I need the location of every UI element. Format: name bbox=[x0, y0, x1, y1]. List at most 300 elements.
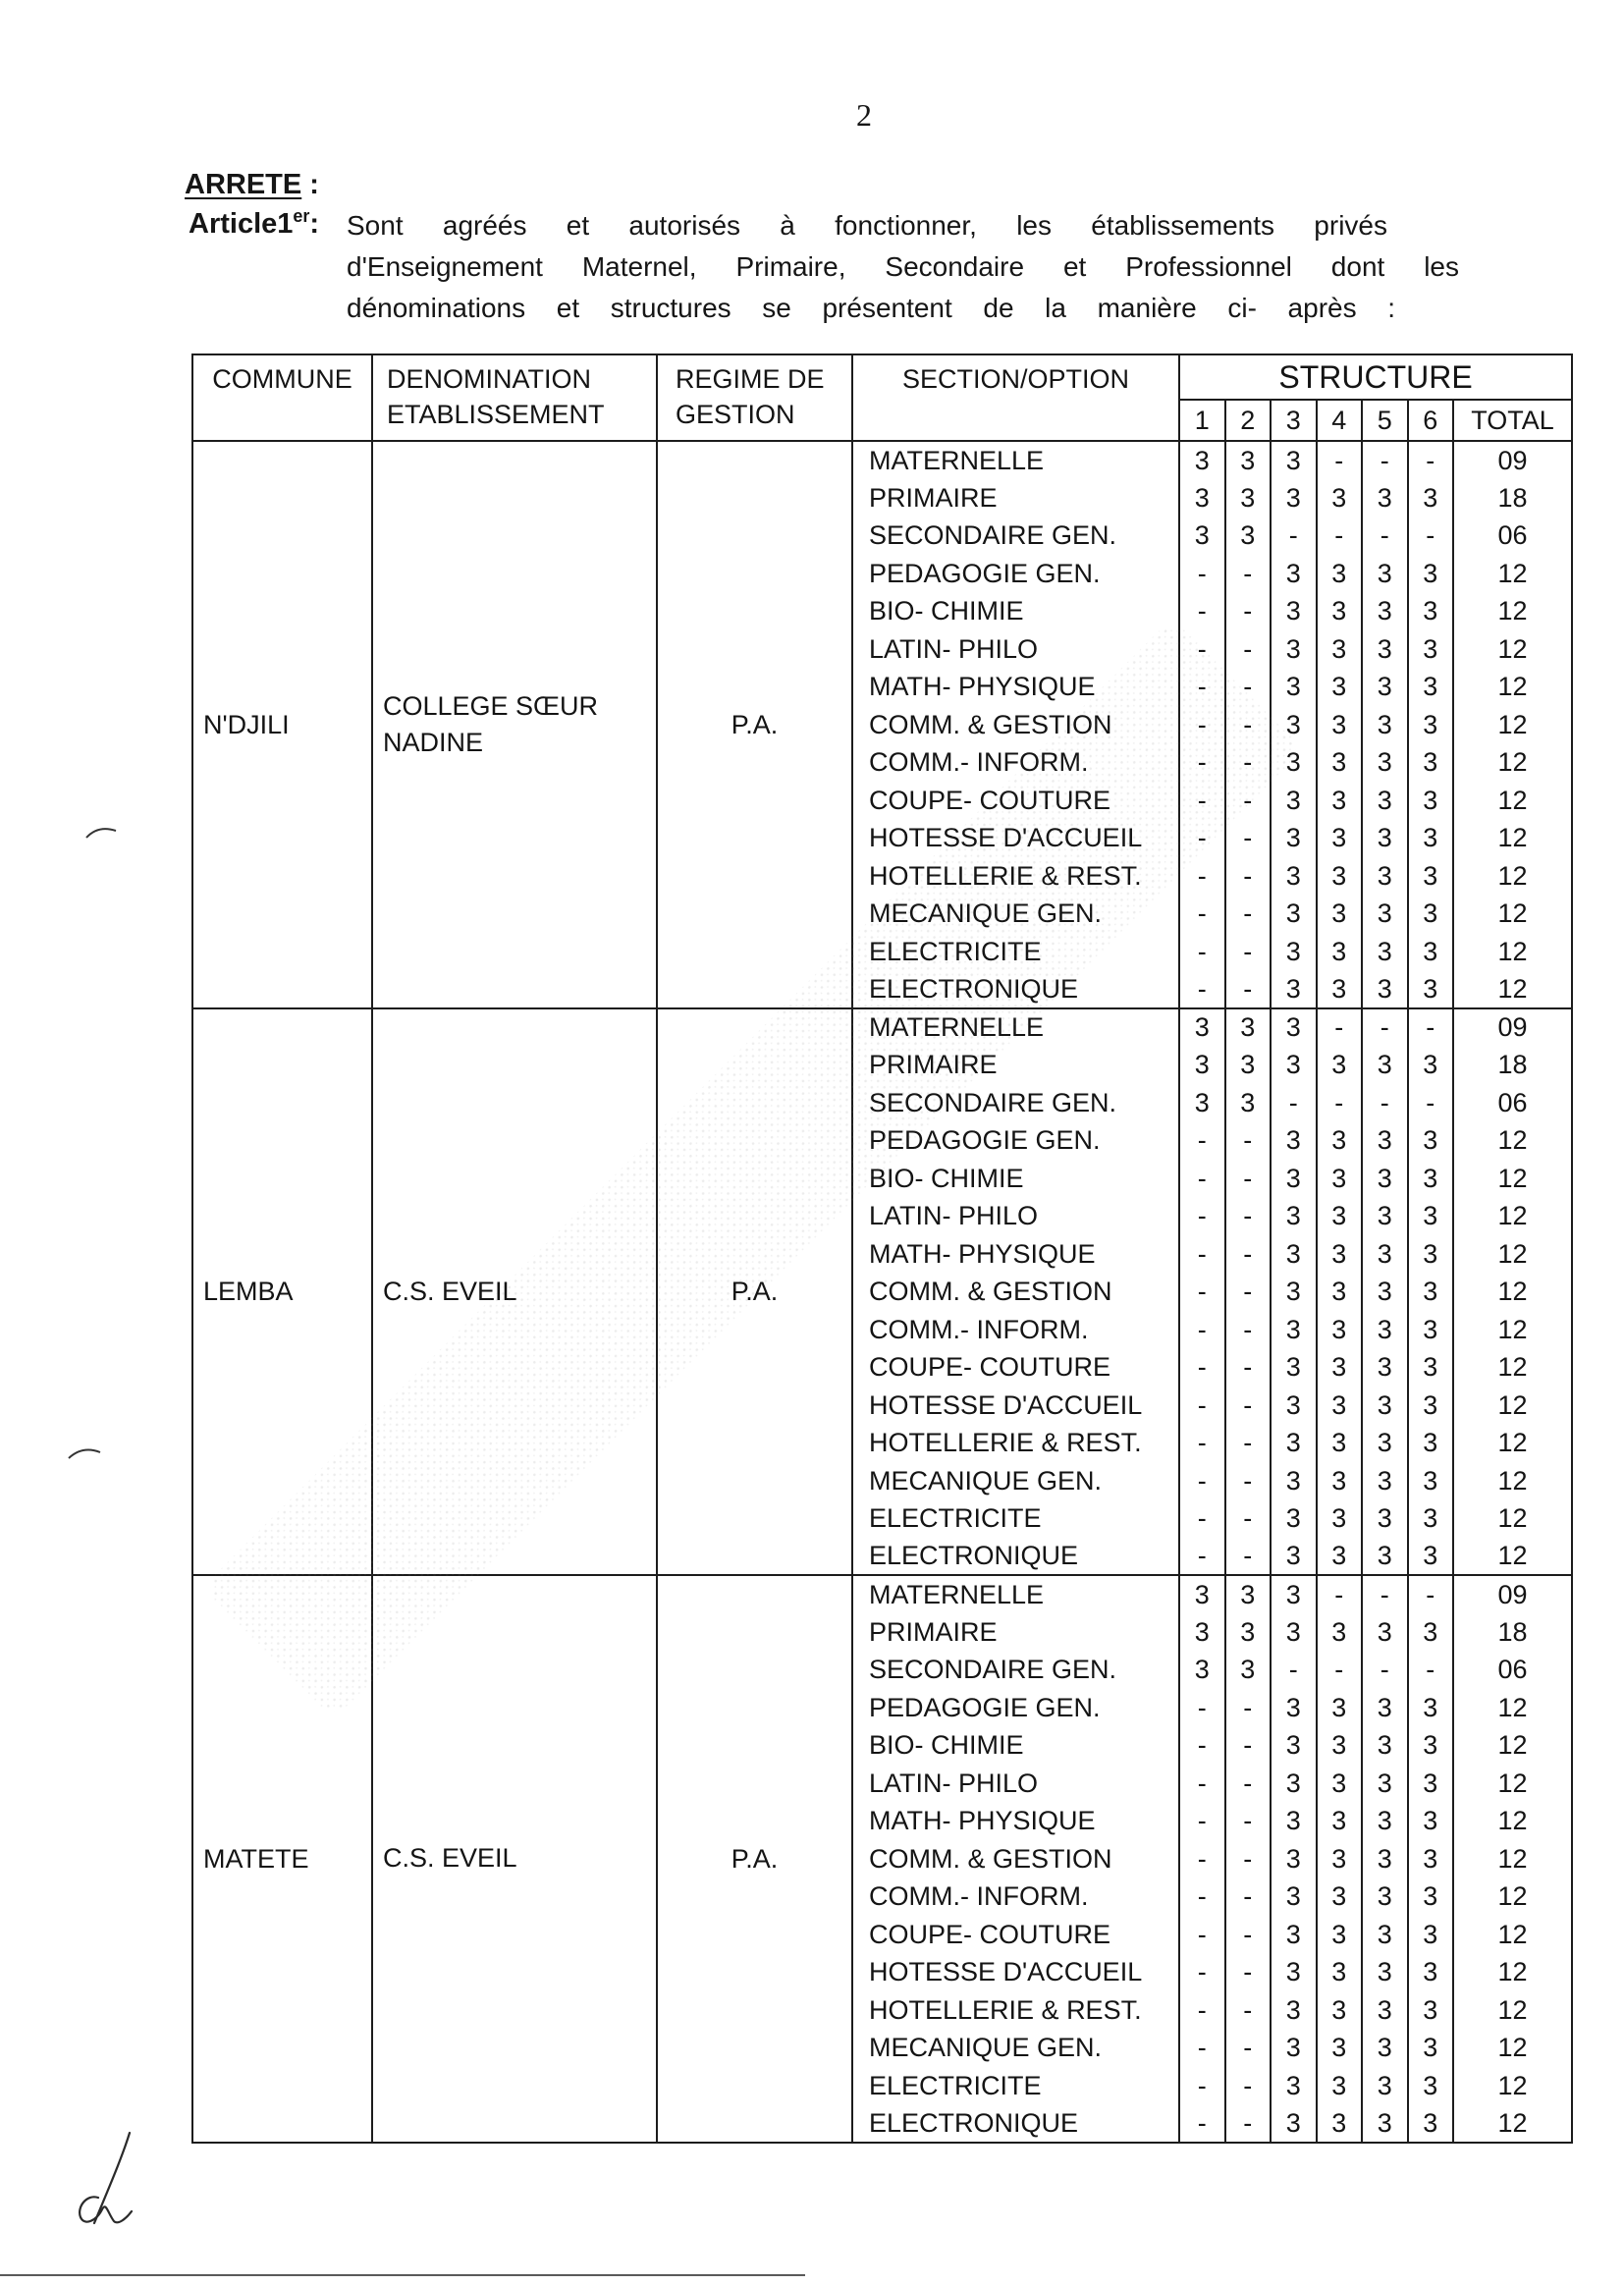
level-6-cell: 3 bbox=[1408, 1121, 1454, 1160]
level-5-cell: - bbox=[1362, 1084, 1408, 1122]
level-2-cell: 3 bbox=[1225, 517, 1272, 555]
level-3-cell: 3 bbox=[1271, 1765, 1317, 1803]
level-5-cell: 3 bbox=[1362, 1877, 1408, 1916]
level-5-cell: 3 bbox=[1362, 857, 1408, 896]
level-6-cell: 3 bbox=[1408, 1765, 1454, 1803]
level-6-cell: 3 bbox=[1408, 1726, 1454, 1765]
level-1-cell: - bbox=[1179, 668, 1225, 706]
level-2-cell: - bbox=[1225, 555, 1272, 593]
level-4-cell: 3 bbox=[1317, 857, 1363, 896]
level-3-cell: 3 bbox=[1271, 2104, 1317, 2143]
level-5-cell: 3 bbox=[1362, 630, 1408, 669]
level-5-cell: - bbox=[1362, 441, 1408, 479]
level-5-cell: 3 bbox=[1362, 1765, 1408, 1803]
section-option-cell: LATIN- PHILO bbox=[852, 1765, 1179, 1803]
level-6-cell: 3 bbox=[1408, 933, 1454, 971]
level-2-cell: - bbox=[1225, 970, 1272, 1008]
level-1-cell: - bbox=[1179, 630, 1225, 669]
level-4-cell: - bbox=[1317, 1575, 1363, 1613]
total-cell: 06 bbox=[1453, 1651, 1572, 1689]
section-option-cell: ELECTRONIQUE bbox=[852, 970, 1179, 1008]
section-option-cell: COMM. & GESTION bbox=[852, 1273, 1179, 1311]
section-option-cell: ELECTRONIQUE bbox=[852, 1538, 1179, 1576]
level-5-cell: - bbox=[1362, 1575, 1408, 1613]
total-cell: 12 bbox=[1453, 782, 1572, 820]
level-2-cell: 3 bbox=[1225, 1651, 1272, 1689]
level-4-cell: 3 bbox=[1317, 1046, 1363, 1084]
level-5-cell: 3 bbox=[1362, 2029, 1408, 2067]
level-2-cell: - bbox=[1225, 857, 1272, 896]
level-6-cell: 3 bbox=[1408, 1424, 1454, 1462]
table-header bbox=[192, 354, 1572, 441]
decree-heading-title: ARRETE bbox=[185, 169, 302, 200]
denomination-line: NADINE bbox=[383, 727, 484, 757]
level-5-cell: 3 bbox=[1362, 1235, 1408, 1274]
level-4-cell: 3 bbox=[1317, 1916, 1363, 1954]
article-colon: : bbox=[309, 208, 320, 240]
level-2-cell: - bbox=[1225, 1840, 1272, 1878]
level-5-cell: 3 bbox=[1362, 1121, 1408, 1160]
level-3-cell: 3 bbox=[1271, 630, 1317, 669]
level-1-cell: 3 bbox=[1179, 1046, 1225, 1084]
level-5-cell: 3 bbox=[1362, 2104, 1408, 2143]
level-4-cell: 3 bbox=[1317, 1802, 1363, 1840]
level-6-cell: 3 bbox=[1408, 1235, 1454, 1274]
decree-heading bbox=[185, 167, 319, 202]
level-5-cell: 3 bbox=[1362, 1916, 1408, 1954]
level-5-cell: 3 bbox=[1362, 1499, 1408, 1538]
level-3-cell: 3 bbox=[1271, 1197, 1317, 1235]
level-5-cell: 3 bbox=[1362, 1046, 1408, 1084]
level-3-cell: 3 bbox=[1271, 1877, 1317, 1916]
level-6-cell: 3 bbox=[1408, 479, 1454, 517]
level-3-cell: 3 bbox=[1271, 1462, 1317, 1500]
level-5-cell: 3 bbox=[1362, 970, 1408, 1008]
section-option-cell: HOTELLERIE & REST. bbox=[852, 1991, 1179, 2030]
level-5-cell: 3 bbox=[1362, 1689, 1408, 1727]
section-option-cell: SECONDAIRE GEN. bbox=[852, 517, 1179, 555]
total-cell: 12 bbox=[1453, 706, 1572, 744]
section-option-cell: MATERNELLE bbox=[852, 1575, 1179, 1613]
level-2-cell: 3 bbox=[1225, 1084, 1272, 1122]
level-6-cell: 3 bbox=[1408, 857, 1454, 896]
level-5-cell: 3 bbox=[1362, 592, 1408, 630]
level-1-cell: - bbox=[1179, 1235, 1225, 1274]
level-6-cell: 3 bbox=[1408, 1311, 1454, 1349]
level-6-cell: 3 bbox=[1408, 1877, 1454, 1916]
header-regime-line: GESTION bbox=[676, 400, 795, 429]
total-cell: 12 bbox=[1453, 1916, 1572, 1954]
total-cell: 12 bbox=[1453, 592, 1572, 630]
commune-cell: N'DJILI bbox=[192, 441, 372, 1008]
margin-punch-mark bbox=[84, 823, 120, 843]
level-5-cell: 3 bbox=[1362, 1802, 1408, 1840]
level-1-cell: - bbox=[1179, 1273, 1225, 1311]
total-cell: 12 bbox=[1453, 857, 1572, 896]
level-6-cell: 3 bbox=[1408, 1273, 1454, 1311]
section-option-cell: HOTESSE D'ACCUEIL bbox=[852, 819, 1179, 857]
denomination-line: C.S. EVEIL bbox=[383, 1843, 517, 1874]
level-5-cell: 3 bbox=[1362, 1613, 1408, 1652]
level-1-cell: - bbox=[1179, 1765, 1225, 1803]
level-3-cell: 3 bbox=[1271, 706, 1317, 744]
total-cell: 12 bbox=[1453, 1273, 1572, 1311]
level-3-cell: 3 bbox=[1271, 1840, 1317, 1878]
level-4-cell: - bbox=[1317, 517, 1363, 555]
article-body bbox=[347, 205, 1459, 329]
level-3-cell: 3 bbox=[1271, 1348, 1317, 1387]
total-cell: 12 bbox=[1453, 895, 1572, 933]
level-1-cell: - bbox=[1179, 1877, 1225, 1916]
level-5-cell: 3 bbox=[1362, 1387, 1408, 1425]
total-cell: 12 bbox=[1453, 2104, 1572, 2143]
level-2-cell: - bbox=[1225, 1538, 1272, 1576]
level-5-cell: 3 bbox=[1362, 2067, 1408, 2105]
level-6-cell: 3 bbox=[1408, 1916, 1454, 1954]
level-4-cell: - bbox=[1317, 1008, 1363, 1047]
level-1-cell: - bbox=[1179, 1160, 1225, 1198]
level-3-cell: 3 bbox=[1271, 668, 1317, 706]
level-3-cell: 3 bbox=[1271, 1121, 1317, 1160]
level-2-cell: - bbox=[1225, 2067, 1272, 2105]
level-4-cell: 3 bbox=[1317, 2104, 1363, 2143]
level-6-cell: 3 bbox=[1408, 1462, 1454, 1500]
table-row bbox=[192, 1008, 1572, 1047]
total-cell: 12 bbox=[1453, 1840, 1572, 1878]
level-6-cell: 3 bbox=[1408, 2067, 1454, 2105]
level-2-cell: - bbox=[1225, 819, 1272, 857]
level-2-cell: 3 bbox=[1225, 1613, 1272, 1652]
section-option-cell: BIO- CHIMIE bbox=[852, 592, 1179, 630]
level-4-cell: 3 bbox=[1317, 1348, 1363, 1387]
level-1-cell: - bbox=[1179, 1538, 1225, 1576]
level-3-cell: 3 bbox=[1271, 1273, 1317, 1311]
level-2-cell: 3 bbox=[1225, 479, 1272, 517]
regime-cell: P.A. bbox=[657, 1575, 852, 2143]
total-cell: 12 bbox=[1453, 1424, 1572, 1462]
section-option-cell: COMM. & GESTION bbox=[852, 1840, 1179, 1878]
section-option-cell: PEDAGOGIE GEN. bbox=[852, 1121, 1179, 1160]
level-6-cell: 3 bbox=[1408, 706, 1454, 744]
level-3-cell: 3 bbox=[1271, 1424, 1317, 1462]
level-1-cell: - bbox=[1179, 933, 1225, 971]
total-cell: 12 bbox=[1453, 1235, 1572, 1274]
level-1-cell: - bbox=[1179, 555, 1225, 593]
establishments-structure-table bbox=[191, 354, 1573, 2144]
level-2-cell: - bbox=[1225, 1877, 1272, 1916]
total-cell: 12 bbox=[1453, 1765, 1572, 1803]
total-cell: 12 bbox=[1453, 1802, 1572, 1840]
total-cell: 09 bbox=[1453, 1575, 1572, 1613]
level-4-cell: 3 bbox=[1317, 1160, 1363, 1198]
level-4-cell: 3 bbox=[1317, 555, 1363, 593]
denomination-cell bbox=[372, 1008, 657, 1576]
level-2-cell: - bbox=[1225, 1462, 1272, 1500]
total-cell: 12 bbox=[1453, 743, 1572, 782]
level-6-cell: - bbox=[1408, 1084, 1454, 1122]
level-4-cell: 3 bbox=[1317, 1689, 1363, 1727]
section-option-cell: MATERNELLE bbox=[852, 1008, 1179, 1047]
level-5-cell: - bbox=[1362, 1008, 1408, 1047]
article-text-line: Sont agréés et autorisés à fonctionner, les établissements privés bbox=[347, 210, 1387, 241]
section-option-cell: HOTELLERIE & REST. bbox=[852, 857, 1179, 896]
level-4-cell: 3 bbox=[1317, 1235, 1363, 1274]
level-5-cell: 3 bbox=[1362, 668, 1408, 706]
level-3-cell: 3 bbox=[1271, 1008, 1317, 1047]
level-3-cell: 3 bbox=[1271, 1575, 1317, 1613]
level-3-cell: - bbox=[1271, 1651, 1317, 1689]
level-1-cell: 3 bbox=[1179, 1651, 1225, 1689]
total-cell: 09 bbox=[1453, 441, 1572, 479]
section-option-cell: COUPE- COUTURE bbox=[852, 1916, 1179, 1954]
section-option-cell: ELECTRONIQUE bbox=[852, 2104, 1179, 2143]
header-denomination bbox=[372, 354, 657, 441]
level-1-cell: - bbox=[1179, 1916, 1225, 1954]
level-3-cell: 3 bbox=[1271, 2029, 1317, 2067]
level-4-cell: 3 bbox=[1317, 630, 1363, 669]
header-level-4: 4 bbox=[1317, 400, 1363, 441]
level-3-cell: 3 bbox=[1271, 1499, 1317, 1538]
level-1-cell: - bbox=[1179, 2029, 1225, 2067]
table-body bbox=[192, 441, 1572, 2143]
section-option-cell: PEDAGOGIE GEN. bbox=[852, 1689, 1179, 1727]
level-4-cell: 3 bbox=[1317, 1273, 1363, 1311]
level-6-cell: 3 bbox=[1408, 1991, 1454, 2030]
level-2-cell: 3 bbox=[1225, 1008, 1272, 1047]
level-3-cell: 3 bbox=[1271, 592, 1317, 630]
section-option-cell: MECANIQUE GEN. bbox=[852, 1462, 1179, 1500]
level-2-cell: - bbox=[1225, 1197, 1272, 1235]
level-2-cell: - bbox=[1225, 2104, 1272, 2143]
level-6-cell: 3 bbox=[1408, 630, 1454, 669]
level-6-cell: 3 bbox=[1408, 782, 1454, 820]
header-structure: STRUCTURE bbox=[1179, 354, 1572, 400]
total-cell: 12 bbox=[1453, 555, 1572, 593]
section-option-cell: COMM.- INFORM. bbox=[852, 1877, 1179, 1916]
level-6-cell: 3 bbox=[1408, 1689, 1454, 1727]
level-1-cell: - bbox=[1179, 857, 1225, 896]
section-option-cell: LATIN- PHILO bbox=[852, 630, 1179, 669]
level-6-cell: 3 bbox=[1408, 1802, 1454, 1840]
level-2-cell: - bbox=[1225, 2029, 1272, 2067]
total-cell: 12 bbox=[1453, 970, 1572, 1008]
level-1-cell: - bbox=[1179, 970, 1225, 1008]
level-1-cell: 3 bbox=[1179, 1008, 1225, 1047]
total-cell: 12 bbox=[1453, 1689, 1572, 1727]
section-option-cell: MECANIQUE GEN. bbox=[852, 2029, 1179, 2067]
level-3-cell: 3 bbox=[1271, 1160, 1317, 1198]
section-option-cell: HOTESSE D'ACCUEIL bbox=[852, 1953, 1179, 1991]
level-2-cell: - bbox=[1225, 1916, 1272, 1954]
section-option-cell: HOTELLERIE & REST. bbox=[852, 1424, 1179, 1462]
level-2-cell: - bbox=[1225, 1802, 1272, 1840]
total-cell: 12 bbox=[1453, 1726, 1572, 1765]
regime-cell: P.A. bbox=[657, 441, 852, 1008]
header-denomination-line: DENOMINATION bbox=[387, 364, 591, 394]
level-6-cell: - bbox=[1408, 1575, 1454, 1613]
total-cell: 12 bbox=[1453, 1387, 1572, 1425]
level-5-cell: 3 bbox=[1362, 1311, 1408, 1349]
level-4-cell: 3 bbox=[1317, 1991, 1363, 2030]
level-1-cell: - bbox=[1179, 1311, 1225, 1349]
level-1-cell: - bbox=[1179, 1726, 1225, 1765]
header-level-5: 5 bbox=[1362, 400, 1408, 441]
level-3-cell: 3 bbox=[1271, 933, 1317, 971]
level-2-cell: - bbox=[1225, 1765, 1272, 1803]
level-6-cell: 3 bbox=[1408, 1953, 1454, 1991]
level-4-cell: - bbox=[1317, 1084, 1363, 1122]
header-denomination-line: ETABLISSEMENT bbox=[387, 400, 605, 429]
total-cell: 18 bbox=[1453, 1046, 1572, 1084]
level-6-cell: 3 bbox=[1408, 1387, 1454, 1425]
level-4-cell: 3 bbox=[1317, 1121, 1363, 1160]
header-total: TOTAL bbox=[1453, 400, 1572, 441]
level-4-cell: 3 bbox=[1317, 668, 1363, 706]
level-3-cell: 3 bbox=[1271, 1991, 1317, 2030]
level-2-cell: - bbox=[1225, 1273, 1272, 1311]
level-3-cell: 3 bbox=[1271, 1726, 1317, 1765]
level-3-cell: 3 bbox=[1271, 555, 1317, 593]
regime-cell: P.A. bbox=[657, 1008, 852, 1576]
level-3-cell: 3 bbox=[1271, 441, 1317, 479]
level-5-cell: 3 bbox=[1362, 1197, 1408, 1235]
level-4-cell: - bbox=[1317, 441, 1363, 479]
level-6-cell: 3 bbox=[1408, 2104, 1454, 2143]
header-regime-line: REGIME DE bbox=[676, 364, 825, 394]
level-4-cell: 3 bbox=[1317, 1877, 1363, 1916]
level-6-cell: 3 bbox=[1408, 1160, 1454, 1198]
section-option-cell: PRIMAIRE bbox=[852, 1613, 1179, 1652]
level-2-cell: - bbox=[1225, 630, 1272, 669]
level-5-cell: - bbox=[1362, 1651, 1408, 1689]
level-6-cell: 3 bbox=[1408, 1499, 1454, 1538]
denomination-cell bbox=[372, 441, 657, 1008]
level-2-cell: - bbox=[1225, 1121, 1272, 1160]
level-2-cell: 3 bbox=[1225, 1046, 1272, 1084]
header-level-6: 6 bbox=[1408, 400, 1454, 441]
level-4-cell: 3 bbox=[1317, 2029, 1363, 2067]
level-1-cell: 3 bbox=[1179, 1613, 1225, 1652]
level-1-cell: 3 bbox=[1179, 441, 1225, 479]
level-1-cell: - bbox=[1179, 1953, 1225, 1991]
level-1-cell: - bbox=[1179, 706, 1225, 744]
level-5-cell: 3 bbox=[1362, 1538, 1408, 1576]
level-4-cell: 3 bbox=[1317, 1726, 1363, 1765]
level-1-cell: - bbox=[1179, 782, 1225, 820]
total-cell: 09 bbox=[1453, 1008, 1572, 1047]
header-commune: COMMUNE bbox=[192, 354, 372, 441]
header-regime bbox=[657, 354, 852, 441]
level-6-cell: 3 bbox=[1408, 1046, 1454, 1084]
header-level-1: 1 bbox=[1179, 400, 1225, 441]
section-option-cell: COMM.- INFORM. bbox=[852, 1311, 1179, 1349]
section-option-cell: LATIN- PHILO bbox=[852, 1197, 1179, 1235]
total-cell: 18 bbox=[1453, 479, 1572, 517]
level-2-cell: - bbox=[1225, 1953, 1272, 1991]
denomination-cell bbox=[372, 1575, 657, 2143]
level-3-cell: - bbox=[1271, 1084, 1317, 1122]
header-level-3: 3 bbox=[1271, 400, 1317, 441]
table-row bbox=[192, 441, 1572, 479]
section-option-cell: COMM.- INFORM. bbox=[852, 743, 1179, 782]
level-5-cell: 3 bbox=[1362, 933, 1408, 971]
level-6-cell: 3 bbox=[1408, 1197, 1454, 1235]
level-1-cell: - bbox=[1179, 1462, 1225, 1500]
level-4-cell: 3 bbox=[1317, 895, 1363, 933]
level-1-cell: - bbox=[1179, 1121, 1225, 1160]
level-4-cell: 3 bbox=[1317, 970, 1363, 1008]
section-option-cell: COUPE- COUTURE bbox=[852, 1348, 1179, 1387]
level-3-cell: 3 bbox=[1271, 1235, 1317, 1274]
level-5-cell: 3 bbox=[1362, 479, 1408, 517]
level-6-cell: 3 bbox=[1408, 1538, 1454, 1576]
level-1-cell: - bbox=[1179, 1802, 1225, 1840]
level-2-cell: - bbox=[1225, 933, 1272, 971]
level-4-cell: 3 bbox=[1317, 1462, 1363, 1500]
level-3-cell: 3 bbox=[1271, 1387, 1317, 1425]
commune-cell: MATETE bbox=[192, 1575, 372, 2143]
total-cell: 12 bbox=[1453, 1311, 1572, 1349]
level-2-cell: - bbox=[1225, 1348, 1272, 1387]
level-4-cell: 3 bbox=[1317, 1953, 1363, 1991]
level-6-cell: 3 bbox=[1408, 970, 1454, 1008]
level-3-cell: 3 bbox=[1271, 1916, 1317, 1954]
level-2-cell: - bbox=[1225, 1235, 1272, 1274]
level-5-cell: 3 bbox=[1362, 1840, 1408, 1878]
section-option-cell: PRIMAIRE bbox=[852, 1046, 1179, 1084]
total-cell: 12 bbox=[1453, 1160, 1572, 1198]
level-4-cell: 3 bbox=[1317, 1538, 1363, 1576]
level-3-cell: 3 bbox=[1271, 1689, 1317, 1727]
level-4-cell: 3 bbox=[1317, 933, 1363, 971]
level-5-cell: 3 bbox=[1362, 1991, 1408, 2030]
section-option-cell: SECONDAIRE GEN. bbox=[852, 1084, 1179, 1122]
level-1-cell: - bbox=[1179, 743, 1225, 782]
level-2-cell: 3 bbox=[1225, 441, 1272, 479]
level-1-cell: - bbox=[1179, 895, 1225, 933]
level-6-cell: - bbox=[1408, 517, 1454, 555]
level-3-cell: 3 bbox=[1271, 1613, 1317, 1652]
level-4-cell: 3 bbox=[1317, 1499, 1363, 1538]
total-cell: 12 bbox=[1453, 933, 1572, 971]
article-text-line: d'Enseignement Maternel, Primaire, Secondaire et Professionnel dont les bbox=[347, 251, 1459, 282]
level-2-cell: - bbox=[1225, 668, 1272, 706]
total-cell: 12 bbox=[1453, 2067, 1572, 2105]
section-option-cell: MATH- PHYSIQUE bbox=[852, 668, 1179, 706]
level-1-cell: - bbox=[1179, 1387, 1225, 1425]
level-5-cell: 3 bbox=[1362, 895, 1408, 933]
section-option-cell: BIO- CHIMIE bbox=[852, 1160, 1179, 1198]
level-5-cell: 3 bbox=[1362, 1348, 1408, 1387]
level-2-cell: - bbox=[1225, 1499, 1272, 1538]
level-6-cell: 3 bbox=[1408, 1348, 1454, 1387]
level-5-cell: 3 bbox=[1362, 782, 1408, 820]
level-4-cell: 3 bbox=[1317, 1840, 1363, 1878]
level-3-cell: 3 bbox=[1271, 743, 1317, 782]
level-5-cell: 3 bbox=[1362, 555, 1408, 593]
level-2-cell: - bbox=[1225, 782, 1272, 820]
level-1-cell: - bbox=[1179, 819, 1225, 857]
level-3-cell: 3 bbox=[1271, 970, 1317, 1008]
section-option-cell: BIO- CHIMIE bbox=[852, 1726, 1179, 1765]
level-4-cell: 3 bbox=[1317, 819, 1363, 857]
section-option-cell: PRIMAIRE bbox=[852, 479, 1179, 517]
level-2-cell: - bbox=[1225, 1387, 1272, 1425]
level-2-cell: - bbox=[1225, 1311, 1272, 1349]
level-1-cell: - bbox=[1179, 1991, 1225, 2030]
level-4-cell: 3 bbox=[1317, 1424, 1363, 1462]
level-5-cell: 3 bbox=[1362, 1953, 1408, 1991]
